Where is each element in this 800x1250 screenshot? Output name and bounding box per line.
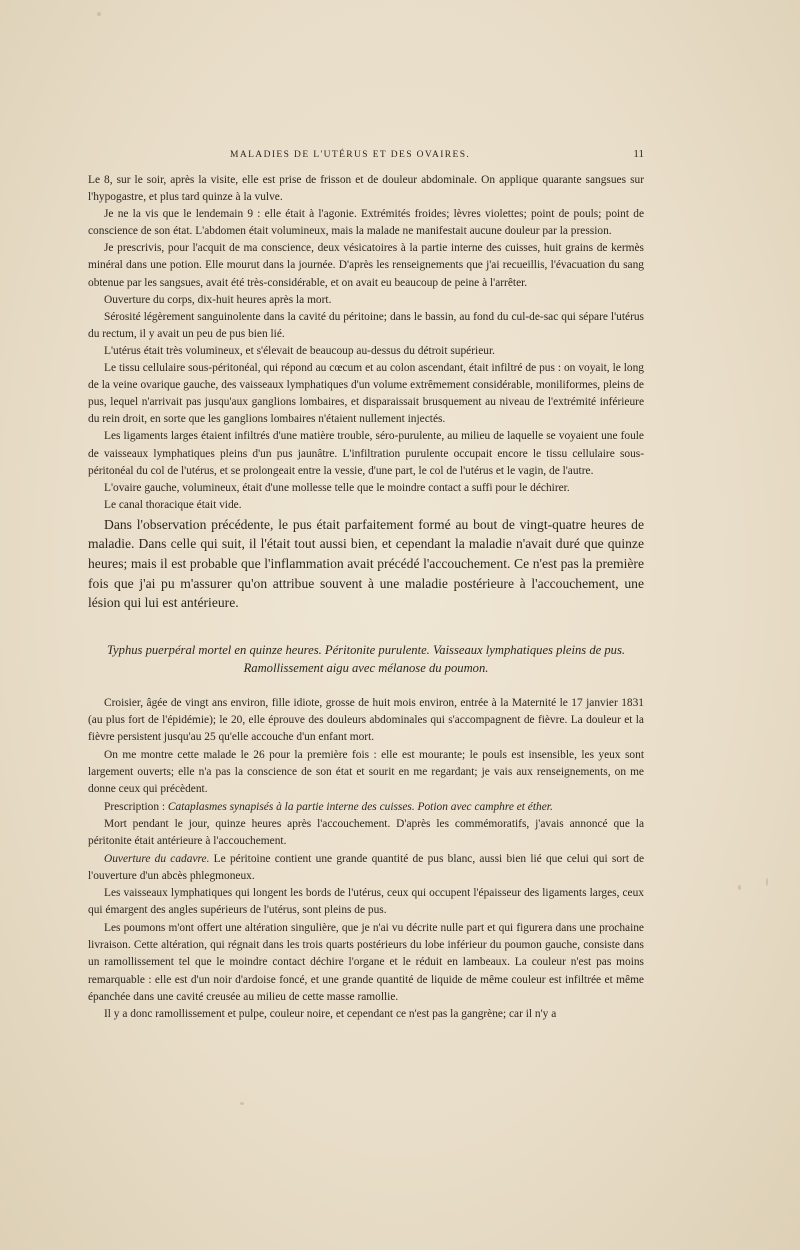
commentary-paragraph: Dans l'observation précédente, le pus était parfaitement formé au bout de vingt-quatre heures de maladie. Dans celle qui suit, il l'était tout aussi bien, et cependant la maladie n'avait duré que quinze heures; mais il est probable que l'inflammation avait précédé l'accouchement. Ce n'est pas la première fois que j'ai pu m'assurer qu'on attribue souvent à une maladie postérieure à l'accouchement, une lésion qui lui est antérieure. xyxy=(88,516,644,611)
paragraph: Le 8, sur le soir, après la visite, elle est prise de frisson et de douleur abdominale. On applique quarante sangsues sur l'hypogastre, et plus tard quinze à la vulve. xyxy=(88,174,644,204)
paragraph xyxy=(88,799,644,816)
case-report xyxy=(88,695,644,1024)
paragraph: Je ne la vis que le lendemain 9 : elle était à l'agonie. Extrémités froides; lèvres violettes; point de pouls; point de conscience de son état. L'abdomen était volumineux, mais la malade ne manifestait aucune douleur par la pression. xyxy=(88,208,644,238)
paragraph: Il y a donc ramollissement et pulpe, couleur noire, et cependant ce n'est pas la gangrène; car il n'y a xyxy=(104,1008,557,1021)
paragraph: Les vaisseaux lymphatiques qui longent les bords de l'utérus, ceux qui occupent l'épaisseur des ligaments larges, ceux qui émargent des angles supérieurs de l'utérus, sont pleins de pus. xyxy=(88,887,644,917)
paragraph: Le tissu cellulaire sous-péritonéal, qui répond au cœcum et au colon ascendant, était infiltré de pus : on voyait, le long de la veine ovarique gauche, des vaisseaux lymphatiques d'un volume extrêmement considérable, moniliformes, pleins de pus, lequel n'arrivait pas jusqu'aux ganglions lombaires, et disparaissait brusquement au niveau de l'extrémité inférieure du rein droit, en sorte que les ganglions lombaires n'étaient nullement injectés. xyxy=(88,362,644,426)
running-head-title: MALADIES DE L'UTÉRUS ET DES OVAIRES. xyxy=(230,150,471,160)
paragraph: Je prescrivis, pour l'acquit de ma conscience, deux vésicatoires à la partie interne des cuisses, huit grains de kermès minéral dans une potion. Elle mourut dans la journée. D'après les renseignements que j'ai recueillis, l'évacuation du sang obtenue par les sangsues, avait été très-considérable, et on avait eu beaucoup de peine à l'arrêter. xyxy=(88,242,644,289)
autopsy-text: Le péritoine contient une grande quantité de pus blanc, aussi bien lié que celui qui sort de l'ouverture d'un abcès phlegmoneux. xyxy=(88,852,644,882)
document-page xyxy=(88,148,644,1023)
paragraph: Les ligaments larges étaient infiltrés d'une matière trouble, séro-purulente, au milieu de laquelle se voyaient une foule de vaisseaux lymphatiques pleins d'un pus jaunâtre. L'infiltration purulente occupait encore le tissu cellulaire sous-péritonéal du col de l'utérus, et se prolongeait entre la vessie, d'une part, le col de l'utérus et le vagin, de l'autre. xyxy=(88,430,644,477)
case-continuation xyxy=(88,172,644,514)
paragraph: Sérosité légèrement sanguinolente dans la cavité du péritoine; dans le bassin, au fond du cul-de-sac qui sépare l'utérus du rectum, il y avait un peu de pus bien lié. xyxy=(88,310,644,340)
paragraph: L'ovaire gauche, volumineux, était d'une mollesse telle que le moindre contact a suffi pour le déchirer. xyxy=(104,481,570,494)
case-heading: Typhus puerpéral mortel en quinze heures. Péritonite purulente. Vaisseaux lymphatiques pleins de pus. Ramollissement aigu avec mélanose du poumon. xyxy=(106,642,625,675)
commentary xyxy=(88,515,644,613)
paragraph xyxy=(88,851,644,886)
prescription-text: Cataplasmes synapisés à la partie interne des cuisses. Potion avec camphre et éther. xyxy=(167,800,553,813)
paragraph: L'utérus était très volumineux, et s'élevait de beaucoup au-dessus du détroit supérieur. xyxy=(104,344,495,357)
running-head xyxy=(88,148,644,166)
paragraph: On me montre cette malade le 26 pour la première fois : elle est mourante; le pouls est insensible, les yeux sont largement ouverts; elle n'a pas la conscience de son état et sourit en me regardant; je vais aux renseignements, on me donne ceux qui précèdent. xyxy=(88,748,644,796)
paragraph: Croisier, âgée de vingt ans environ, fille idiote, grosse de huit mois environ, entrée à la Maternité le 17 janvier 1831 (au plus fort de l'épidémie); le 20, elle éprouve des douleurs abdominales qui s'accompagnent de fièvre. La douleur et la fièvre persistent jusqu'au 25 qu'elle accouche d'un enfant mort. xyxy=(88,696,644,744)
paragraph: Mort pendant le jour, quinze heures après l'accouchement. D'après les commémoratifs, j'avais annoncé que la péritonite était antérieure à l'accouchement. xyxy=(88,817,644,848)
page-number: 11 xyxy=(633,148,644,160)
autopsy-label: Ouverture du cadavre. xyxy=(104,852,210,865)
prescription-label: Prescription : xyxy=(104,800,168,813)
paragraph: Ouverture du corps, dix-huit heures après la mort. xyxy=(104,293,332,306)
paragraph: Le canal thoracique était vide. xyxy=(104,498,242,511)
paragraph: Les poumons m'ont offert une altération singulière, que je n'ai vu décrite nulle part et qui figurera dans une prochaine livraison. Cette altération, qui régnait dans les trois quarts postérieurs du lobe inférieur du poumon gauche, consiste dans un ramollissement tel que le moindre contact déchire l'organe et le réduit en lambeaux. La couleur n'est pas moins remarquable : elle est d'un noir d'ardoise foncé, et une grande quantité de liquide de même couleur est infiltrée et même épanchée dans une cavité creusée au milieu de cette masse ramollie. xyxy=(88,921,644,1003)
